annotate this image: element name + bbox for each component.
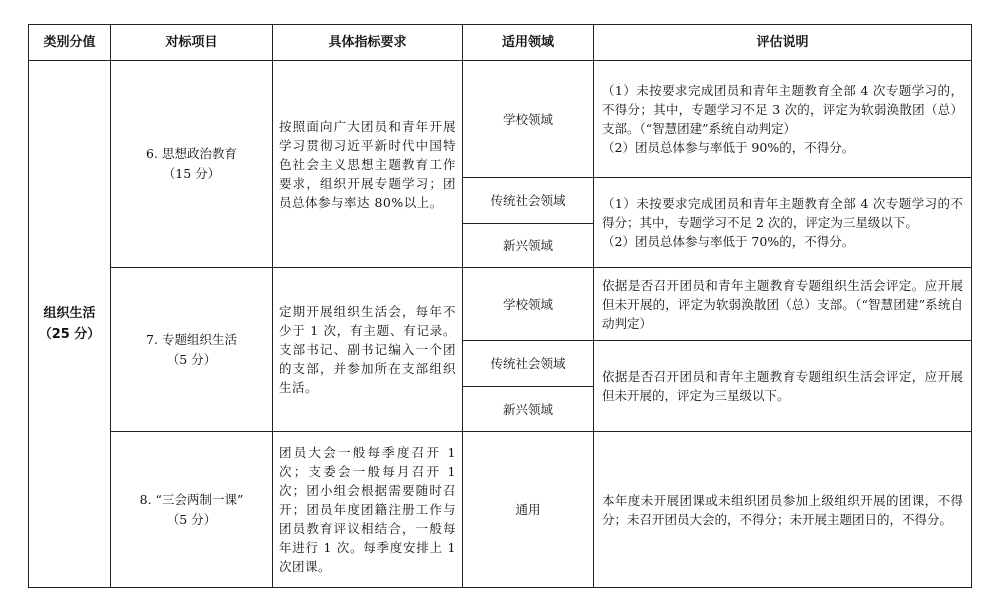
domain-general: 通用 bbox=[463, 432, 594, 588]
requirement-8: 团员大会一般每季度召开 1 次；支委会一般每月召开 1 次；团小组会根据需要随时召开；团员年度团籍注册工作与团员教育评议相结合，一般每年进行 1 次。每季度安排上 1 次团课。 bbox=[273, 432, 463, 588]
table-row bbox=[29, 432, 972, 588]
header-domain: 适用领域 bbox=[463, 25, 594, 61]
project-7 bbox=[111, 268, 273, 432]
domain-school: 学校领域 bbox=[463, 61, 594, 178]
domain-emerging: 新兴领域 bbox=[463, 224, 594, 268]
project-name: 8. “三会两制一课” bbox=[139, 491, 244, 507]
eval-line: （2）团员总体参与率低于 90%的，不得分。 bbox=[602, 140, 855, 155]
header-category: 类别分值 bbox=[29, 25, 111, 61]
project-score: （5 分） bbox=[166, 351, 217, 367]
header-project: 对标项目 bbox=[111, 25, 273, 61]
project-score: （5 分） bbox=[166, 511, 217, 527]
eval-line: （2）团员总体参与率低于 70%的，不得分。 bbox=[602, 234, 855, 249]
category-score: （25 分） bbox=[38, 327, 101, 342]
project-6 bbox=[111, 61, 273, 268]
evaluation-table bbox=[28, 24, 972, 588]
domain-traditional: 传统社会领域 bbox=[463, 341, 594, 387]
domain-traditional: 传统社会领域 bbox=[463, 178, 594, 224]
header-evaluation: 评估说明 bbox=[594, 25, 972, 61]
header-requirement: 具体指标要求 bbox=[273, 25, 463, 61]
eval-line: （1）未按要求完成团员和青年主题教育全部 4 次专题学习的，不得分；其中，专题学习不足 3 次的，评定为软弱涣散团（总）支部。（“智慧团建”系统自动判定） bbox=[602, 83, 963, 136]
project-name: 7. 专题组织生活 bbox=[146, 331, 237, 347]
evaluation-6-school bbox=[594, 61, 972, 178]
table-row bbox=[29, 268, 972, 341]
evaluation-6-other bbox=[594, 178, 972, 268]
category-cell bbox=[29, 61, 111, 588]
evaluation-7-school: 依据是否召开团员和青年主题教育专题组织生活会评定。应开展但未开展的，评定为软弱涣散团（总）支部。（“智慧团建”系统自动判定） bbox=[594, 268, 972, 341]
evaluation-7-other: 依据是否召开团员和青年主题教育专题组织生活会评定，应开展但未开展的，评定为三星级以下。 bbox=[594, 341, 972, 432]
category-name: 组织生活 bbox=[43, 306, 96, 321]
requirement-7: 定期开展组织生活会，每年不少于 1 次，有主题、有记录。支部书记、副书记编入一个团的支部，并参加所在支部组织生活。 bbox=[273, 268, 463, 432]
project-name: 6. 思想政治教育 bbox=[146, 146, 237, 161]
domain-school: 学校领域 bbox=[463, 268, 594, 341]
domain-emerging: 新兴领域 bbox=[463, 387, 594, 432]
project-score: （15 分） bbox=[162, 166, 221, 181]
requirement-6: 按照面向广大团员和青年开展学习贯彻习近平新时代中国特色社会主义思想主题教育工作要求，组织开展专题学习；团员总体参与率达 80%以上。 bbox=[273, 61, 463, 268]
evaluation-8: 本年度未开展团课或未组织团员参加上级组织开展的团课，不得分；未召开团员大会的，不得分；未开展主题团日的，不得分。 bbox=[594, 432, 972, 588]
project-8 bbox=[111, 432, 273, 588]
table-row bbox=[29, 61, 972, 178]
eval-line: （1）未按要求完成团员和青年主题教育全部 4 次专题学习的不得分；其中，专题学习不足 2 次的，评定为三星级以下。 bbox=[602, 196, 963, 230]
header-row bbox=[29, 25, 972, 61]
